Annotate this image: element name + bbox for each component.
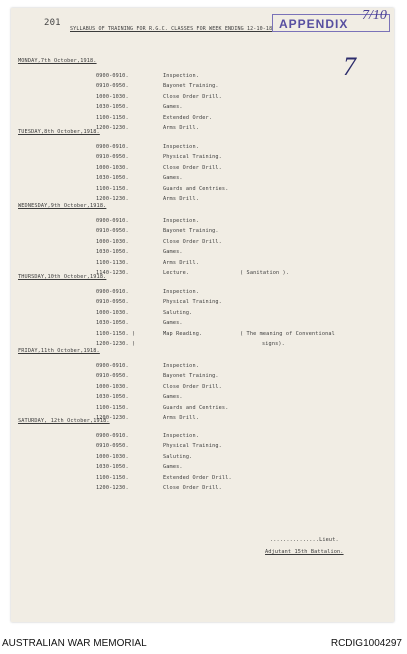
activity: Games. [163, 175, 183, 182]
activity: Inspection. [163, 144, 200, 150]
time-slot: 0900-0910. [96, 433, 129, 439]
time-slot: 1000-1030. [96, 453, 129, 460]
activity: Close Order Drill. [163, 93, 222, 100]
activity: Guards and Centries. [163, 185, 229, 192]
time-slot: 1200-1230. [96, 415, 129, 421]
activity-note-continuation: signs). [262, 341, 285, 347]
activity: Games. [163, 394, 183, 401]
time-slot: 1000-1030. [96, 309, 129, 316]
time-slot: 1200-1230. [96, 485, 129, 491]
time-slot: 0910-0950. [96, 154, 129, 161]
time-slot: 0910-0950. [96, 83, 129, 90]
activity: Map Reading. [163, 330, 203, 337]
activity: Physical Training. [163, 154, 222, 161]
time-slot: 1030-1050. [96, 394, 129, 401]
schedule-row [0, 454, 407, 464]
day-heading: FRIDAY,11th October,1918. [18, 348, 100, 354]
schedule-row [0, 260, 407, 270]
page-number: 201 [44, 18, 61, 28]
activity: Physical Training. [163, 299, 222, 306]
activity: Close Order Drill. [163, 238, 222, 245]
activity: Close Order Drill. [163, 164, 222, 171]
time-slot: 1100-1150. [96, 114, 129, 121]
activity: Saluting. [163, 453, 193, 460]
schedule-row [0, 83, 407, 93]
activity: Lecture. [163, 270, 190, 276]
activity: Arms Drill. [163, 196, 200, 202]
activity: Arms Drill. [163, 259, 200, 266]
time-slot: 1100-1150. [96, 404, 129, 411]
activity: Guards and Centries. [163, 404, 229, 411]
activity: Saluting. [163, 309, 193, 316]
activity: Close Order Drill. [163, 485, 222, 491]
time-slot: 1100-1150. [96, 185, 129, 192]
schedule-row [0, 165, 407, 175]
time-slot: 1030-1050. [96, 249, 129, 256]
schedule-row [0, 104, 407, 114]
document-title: SYLLABUS OF TRAINING FOR R.G.C. CLASSES FOR WEEK ENDING 12-10-18 [70, 26, 273, 32]
appendix-stamp: APPENDIX [272, 14, 390, 32]
day-heading: WEDNESDAY,9th October,1918. [18, 203, 107, 209]
time-slot: 1100-1130. [96, 259, 129, 266]
time-slot: 1030-1050. [96, 320, 129, 327]
day-heading: THURSDAY,10th October,1918. [18, 274, 107, 280]
schedule-row [0, 443, 407, 453]
day-heading: SATURDAY, 12th October,1918. [18, 418, 110, 424]
time-slot: 0910-0950. [96, 299, 129, 306]
schedule-row [0, 433, 407, 443]
activity: Close Order Drill. [163, 383, 222, 390]
time-slot: 1030-1050. [96, 175, 129, 182]
day-heading: MONDAY,7th October,1918. [18, 58, 97, 64]
schedule-row [0, 320, 407, 330]
time-slot: 1200-1230. ) [96, 341, 136, 347]
time-slot: 0900-0910. [96, 289, 129, 295]
time-slot: 1140-1230. [96, 270, 129, 276]
schedule-row [0, 485, 407, 495]
activity: Games. [163, 464, 183, 471]
activity: Extended Order. [163, 114, 213, 121]
time-slot: 1000-1030. [96, 383, 129, 390]
time-slot: 1100-1150. [96, 474, 129, 481]
activity: Games. [163, 104, 183, 111]
schedule-row [0, 186, 407, 196]
time-slot: 0900-0910. [96, 73, 129, 79]
activity: Arms Drill. [163, 415, 200, 421]
time-slot: 1100-1150. ) [96, 330, 136, 337]
activity: Bayonet Training. [163, 228, 219, 235]
activity: Inspection. [163, 73, 200, 79]
footer-record-id: RCDIG1004297 [330, 638, 402, 649]
schedule-row [0, 394, 407, 404]
schedule-row [0, 299, 407, 309]
day-heading: TUESDAY,8th October,1918. [18, 129, 100, 135]
time-slot: 1000-1030. [96, 93, 129, 100]
time-slot: 0910-0950. [96, 443, 129, 450]
schedule-row [0, 239, 407, 249]
schedule-row [0, 94, 407, 104]
time-slot: 1030-1050. [96, 464, 129, 471]
activity: Physical Training. [163, 443, 222, 450]
footer-archive-name: AUSTRALIAN WAR MEMORIAL [2, 638, 147, 649]
activity: Inspection. [163, 289, 200, 295]
schedule-row [0, 405, 407, 415]
time-slot: 1200-1230. [96, 196, 129, 202]
schedule-row [0, 475, 407, 485]
schedule-row [0, 218, 407, 228]
handwritten-folio-mark: 7 [343, 52, 356, 81]
appendix-handwritten-number: 7/10 [362, 8, 387, 23]
activity-note: ( Sanitation ). [240, 270, 290, 276]
time-slot: 1000-1030. [96, 238, 129, 245]
activity-note: ( The meaning of Conventional [240, 330, 335, 337]
schedule-row [0, 384, 407, 394]
schedule-row [0, 115, 407, 125]
schedule-row [0, 363, 407, 373]
schedule-row [0, 289, 407, 299]
activity: Inspection. [163, 433, 200, 439]
activity: Inspection. [163, 218, 200, 224]
activity: Games. [163, 320, 183, 327]
time-slot: 1030-1050. [96, 104, 129, 111]
signature-line: ...............Lieut. [270, 537, 339, 543]
time-slot: 0900-0910. [96, 144, 129, 150]
schedule-row [0, 144, 407, 154]
schedule-row [0, 154, 407, 164]
schedule-row [0, 464, 407, 474]
schedule-row [0, 175, 407, 185]
signature-title: Adjutant 15th Battalion. [265, 549, 344, 555]
schedule-row [0, 331, 407, 341]
time-slot: 0910-0950. [96, 373, 129, 380]
schedule-row [0, 310, 407, 320]
activity: Bayonet Training. [163, 373, 219, 380]
time-slot: 1000-1030. [96, 164, 129, 171]
activity: Bayonet Training. [163, 83, 219, 90]
schedule-row [0, 228, 407, 238]
activity: Games. [163, 249, 183, 256]
schedule-row [0, 249, 407, 259]
schedule-row [0, 73, 407, 83]
time-slot: 0900-0910. [96, 218, 129, 224]
activity: Arms Drill. [163, 125, 200, 131]
time-slot: 0900-0910. [96, 363, 129, 369]
activity: Extended Order Drill. [163, 474, 232, 481]
schedule-row [0, 373, 407, 383]
time-slot: 1200-1230. [96, 125, 129, 131]
time-slot: 0910-0950. [96, 228, 129, 235]
activity: Inspection. [163, 363, 200, 369]
